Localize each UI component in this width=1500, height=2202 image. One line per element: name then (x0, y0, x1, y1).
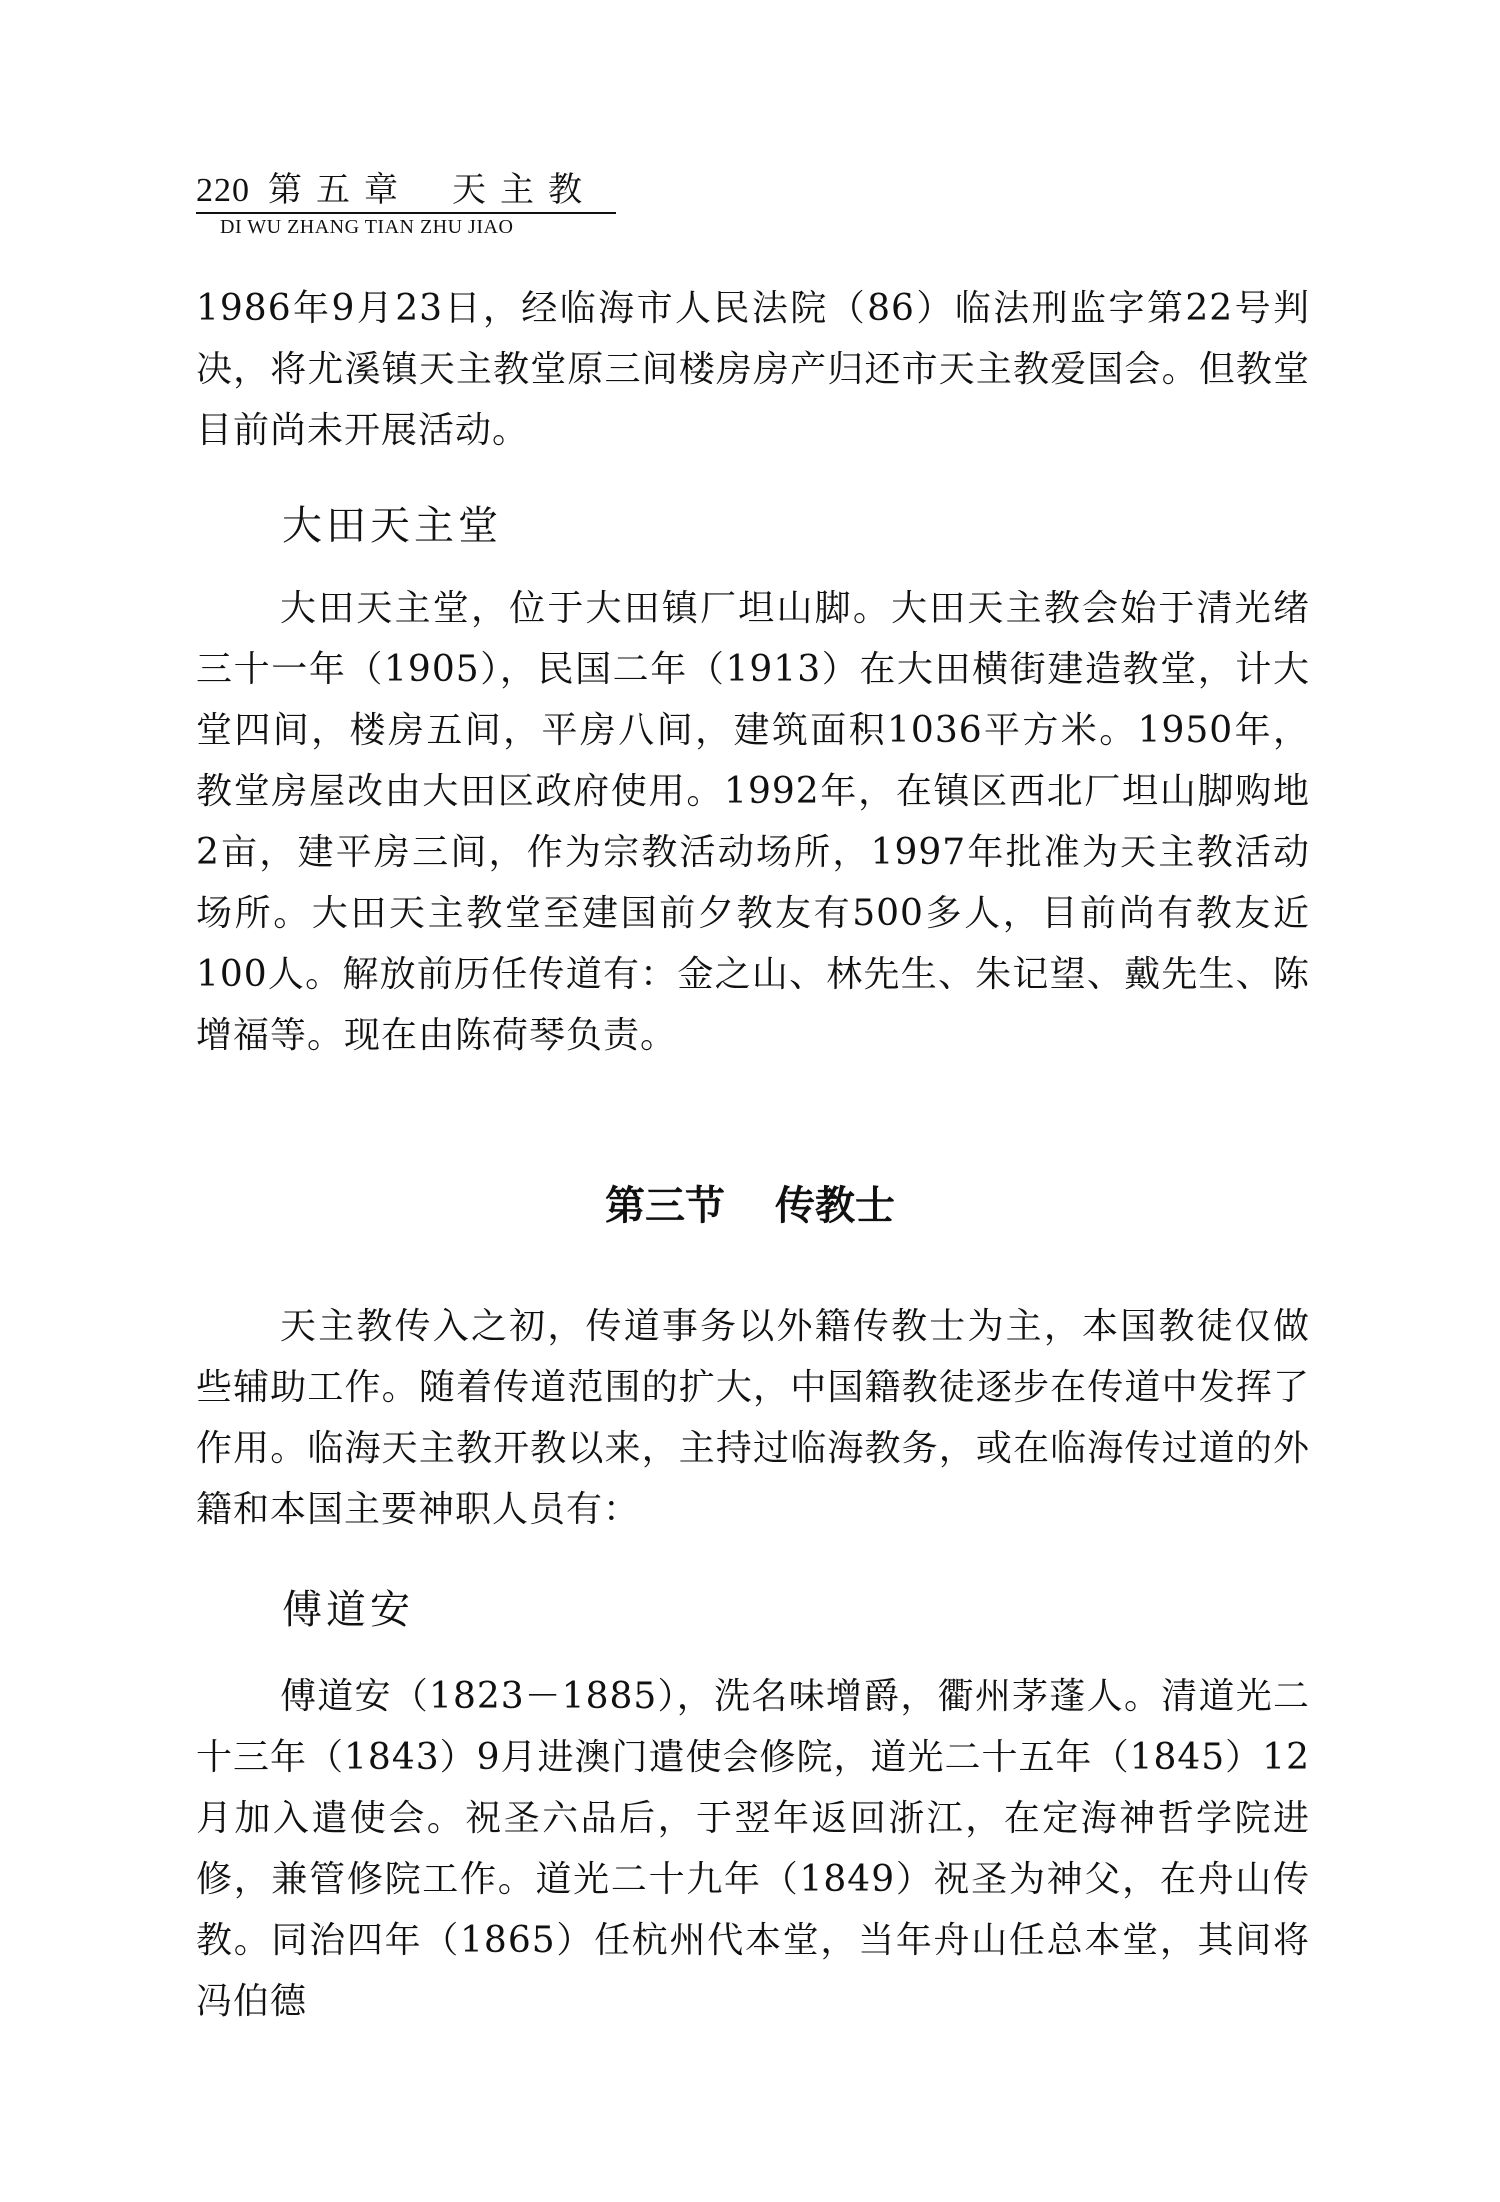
header-line (196, 170, 626, 210)
running-header (196, 170, 626, 240)
section-title: 传教士 (775, 1183, 895, 1229)
section-number: 第三节 (605, 1183, 725, 1229)
subheading-datian-church: 大田天主堂 (282, 503, 502, 549)
chapter-label: 第五章 (268, 170, 412, 210)
section-heading (0, 1176, 1500, 1236)
paragraph-fu-daoan: 傅道安（1823－1885），洗名味增爵，衢州茅蓬人。清道光二十三年（1843）9月进澳门遣使会修院，道光二十五年（1845）12月加入遣使会。祝圣六品后，于翌年返回浙江，在定海神哲学院进修，兼管修院工作。道光二十九年（1849）祝圣为神父，在舟山传教。同治四年（1865）任杭州代本堂，当年舟山任总本堂，其间将冯伯德 (196, 1676, 1310, 2022)
chapter-title: 天主教 (452, 170, 596, 210)
header-pinyin: DI WU ZHANG TIAN ZHU JIAO (220, 216, 514, 238)
subheading-fu-daoan: 傅道安 (282, 1587, 414, 1633)
paragraph-youxi-church: 1986年9月23日，经临海市人民法院（86）临法刑监字第22号判决，将尤溪镇天主教堂原三间楼房房产归还市天主教爱国会。但教堂目前尚未开展活动。 (196, 288, 1310, 451)
page-number: 220 (196, 172, 250, 209)
paragraph-datian-church: 大田天主堂，位于大田镇厂坦山脚。大田天主教会始于清光绪三十一年（1905），民国二年（1913）在大田横街建造教堂，计大堂四间，楼房五间，平房八间，建筑面积1036平方米。1950年，教堂房屋改由大田区政府使用。1992年，在镇区西北厂坦山脚购地2亩，建平房三间，作为宗教活动场所，1997年批准为天主教活动场所。大田天主教堂至建国前夕教友有500多人，目前尚有教友近100人。解放前历任传道有：金之山、林先生、朱记望、戴先生、陈增福等。现在由陈荷琴负责。 (196, 588, 1310, 1056)
paragraph-missionaries-intro: 天主教传入之初，传道事务以外籍传教士为主，本国教徒仅做些辅助工作。随着传道范围的扩大，中国籍教徒逐步在传道中发挥了作用。临海天主教开教以来，主持过临海教务，或在临海传过道的外籍和本国主要神职人员有： (196, 1306, 1310, 1530)
